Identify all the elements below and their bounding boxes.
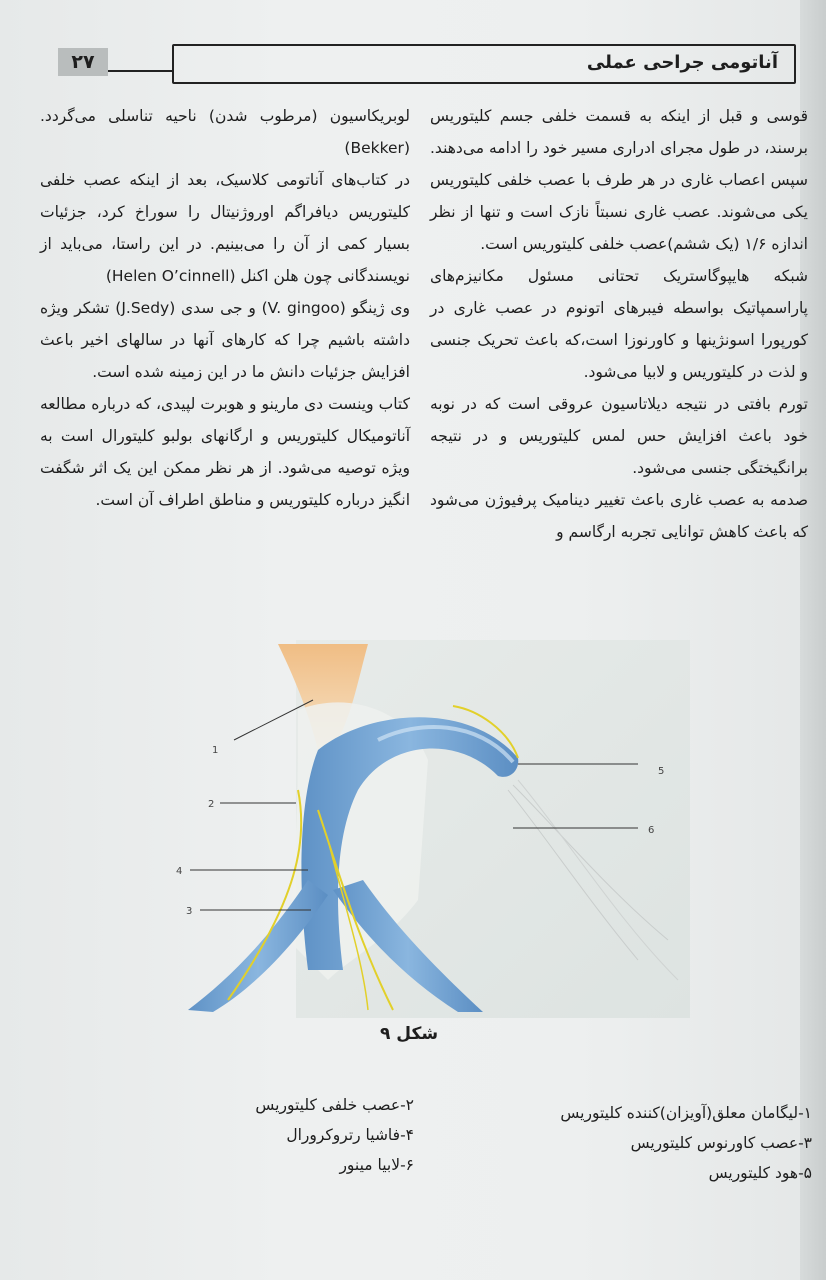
paragraph: وی ژینگو (V. gingoo) و جی سدی (J.Sedy) تشکر ویژه داشته باشیم چرا که کارهای آنها در سالهای اخیر باعث افزایش جزئیات دانش ما در این زمینه شده است. xyxy=(40,299,411,381)
paragraph: قوسی و قبل از اینکه به قسمت خلفی جسم کلیتوریس برسند، در طول مجرای ادراری مسیر خود را ادامه می‌دهند. سپس اعصاب غاری در هر طرف با عصب خلفی کلیتوریس یکی می‌شوند. عصب غاری نسبتاً نازک است و تنها از نظر اندازه ۱/۶ (یک ششم)عصب خلفی کلیتوریس است. xyxy=(430,107,808,253)
paragraph: صدمه به عصب غاری باعث تغییر دینامیک پرفیوژن می‌شود که باعث کاهش توانایی تجربه ارگاسم و xyxy=(430,491,808,541)
left-text-column xyxy=(40,100,410,516)
legend-item: ۵-هود کلیتوریس xyxy=(708,1164,812,1182)
paragraph: تورم بافتی در نتیجه دیلاتاسیون عروقی است که در نوبه خود باعث افزایش حس لمس کلیتوریس و در نتیجه برانگیختگی جنسی می‌شود. xyxy=(430,395,808,477)
legend-right xyxy=(560,1098,812,1188)
legend-item: ۶-لابیا مینور xyxy=(339,1156,414,1174)
figure-caption: شکل ۹ xyxy=(380,1024,439,1044)
legend-item: ۴-فاشیا رتروکرورال xyxy=(286,1126,414,1144)
legend-item: ۱-لیگامان معلق(آویزان)کننده کلیتوریس xyxy=(560,1104,812,1122)
legend-item: ۳-عصب کاورنوس کلیتوریس xyxy=(630,1134,812,1152)
clitoris-illustration xyxy=(168,640,690,1018)
figure-label-3: 3 xyxy=(186,906,193,917)
legend-left xyxy=(255,1090,414,1180)
figure-label-5: 5 xyxy=(658,766,665,777)
figure-label-2: 2 xyxy=(208,799,215,810)
right-text-column xyxy=(430,100,808,548)
anatomy-figure xyxy=(168,640,690,1018)
paragraph: شبکه هایپوگاستریک تحتانی مسئول مکانیزم‌های پاراسمپاتیک بواسطه فیبرهای اتونوم در عصب غاری در کورپورا اسونژینها و کاورنوزا است،که باعث تحریک جنسی و لذت در کلیتوریس و لابیا می‌شود. xyxy=(430,267,808,381)
running-header xyxy=(172,44,796,84)
figure-label-4: 4 xyxy=(176,866,183,877)
running-header-title: آناتومی جراحی عملی xyxy=(586,52,778,73)
paragraph: کتاب وینست دی مارینو و هوبرت لپیدی، که درباره مطالعه آناتومیکال کلیتوریس و ارگانهای بولبو کلیتورال است به ویژه توصیه می‌شود. از هر نظر ممکن این یک اثر شگفت انگیز درباره کلیتوریس و مناطق اطراف آن است. xyxy=(40,395,410,509)
legend-item: ۲-عصب خلفی کلیتوریس xyxy=(255,1096,414,1114)
figure-label-6: 6 xyxy=(648,825,655,836)
page-number: ۲۷ xyxy=(58,48,108,76)
paragraph: لوبریکاسیون (مرطوب شدن) ناحیه تناسلی می‌گردد. (Bekker) xyxy=(40,107,410,157)
paragraph: در کتاب‌های آناتومی کلاسیک، بعد از اینکه عصب خلفی کلیتوریس دیافراگم اوروژنیتال را سوراخ کرد، جزئیات بسیار کمی از آن را می‌بینیم. در این راستا، می‌باید از نویسندگانی چون هلن اکنل (Helen O’cinnell) xyxy=(40,171,410,285)
header-rule xyxy=(108,70,172,72)
figure-label-1: 1 xyxy=(212,745,219,756)
